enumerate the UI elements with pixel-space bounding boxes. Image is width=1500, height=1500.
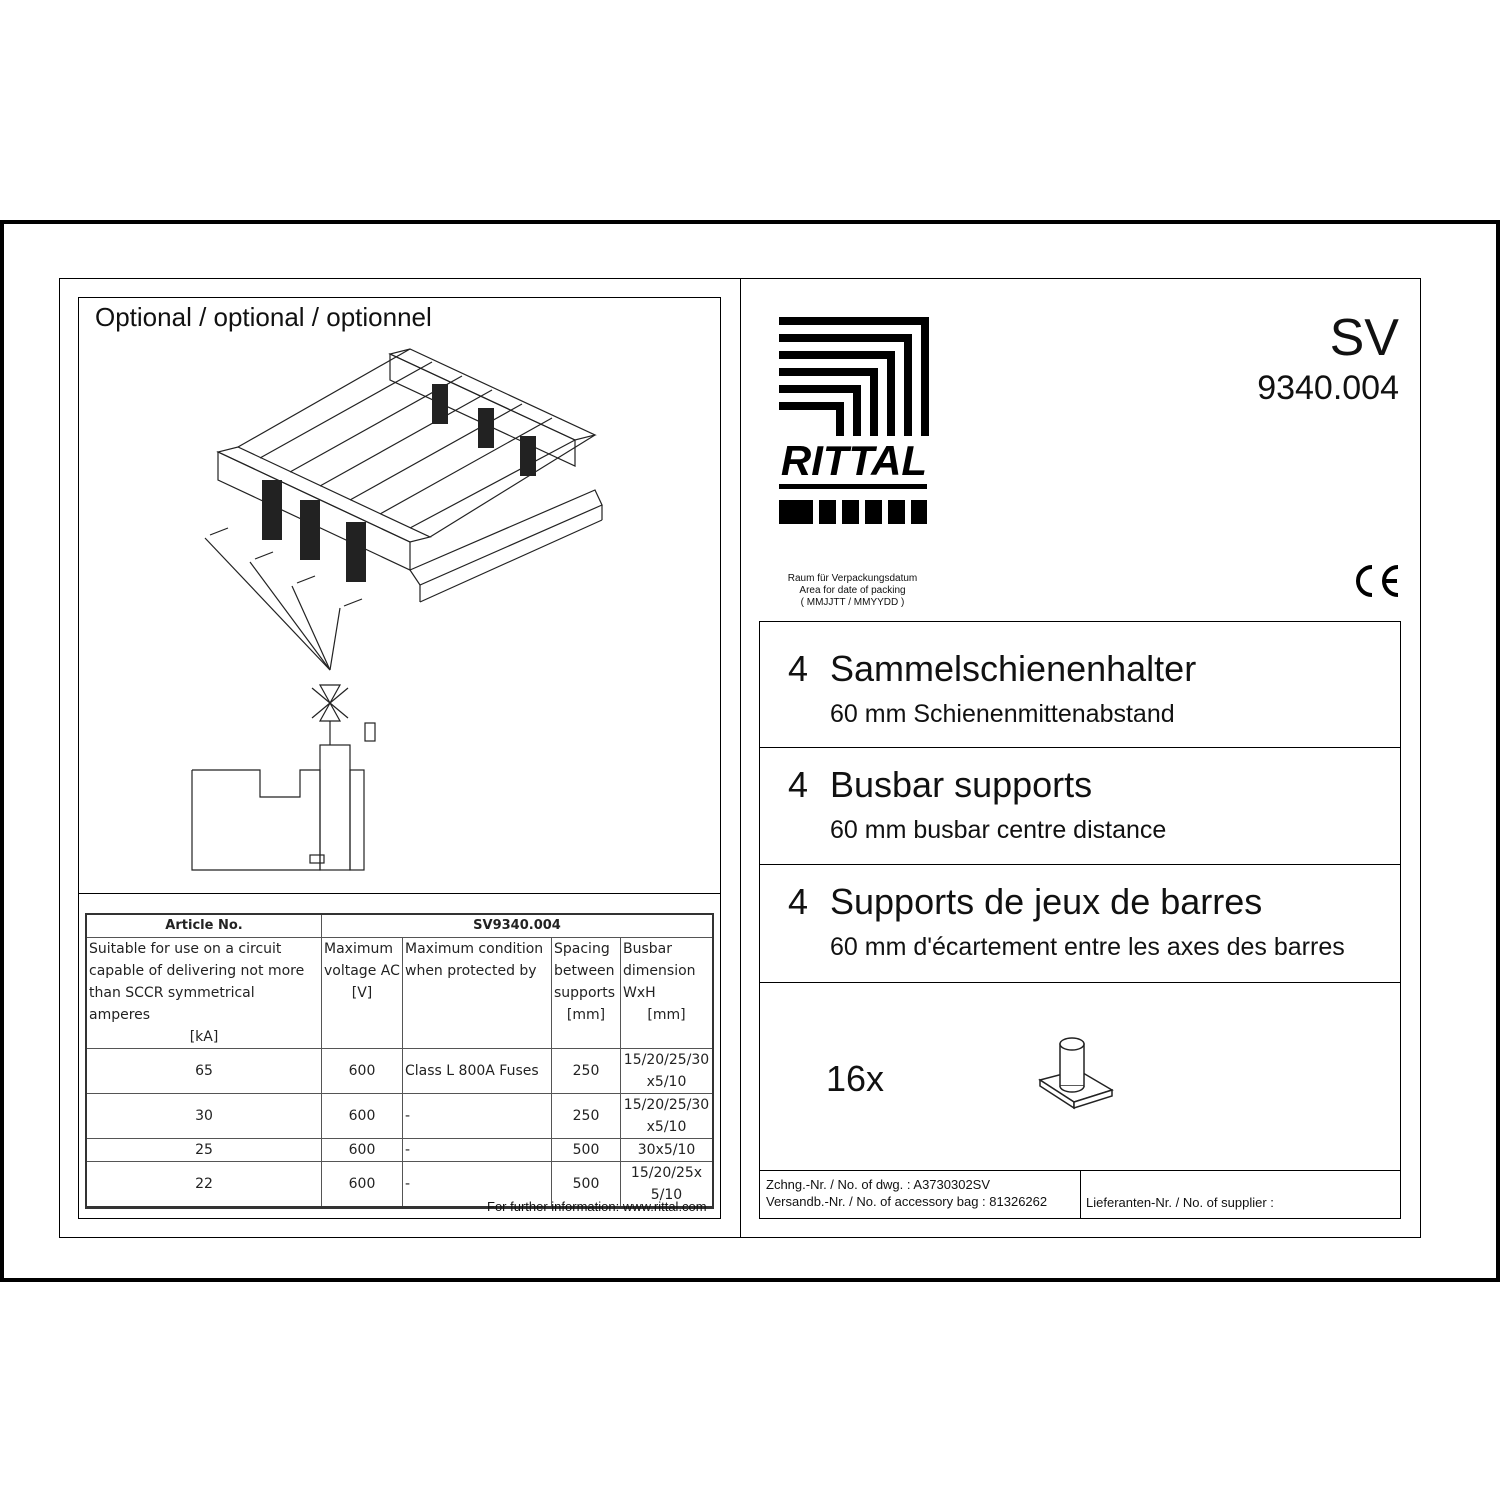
cell-sccr: 22 [86,1162,322,1208]
cell-voltage: 600 [322,1094,403,1139]
t-bolt-icon [1030,1030,1120,1115]
article-value: SV9340.004 [322,914,714,938]
packing-label-en: Area for date of packing [799,585,906,596]
item-detail: 60 mm busbar centre distance [830,816,1167,844]
cell-busbar: 30x5/10 [621,1139,714,1162]
packing-date-area [780,573,925,609]
cell-sccr: 30 [86,1094,322,1139]
cell-busbar: 15/20/25/30 x5/10 [621,1094,714,1139]
cell-spacing: 500 [552,1139,621,1162]
item-name: Sammelschienenhalter [830,648,1197,689]
product-code: SV [1329,309,1399,367]
cell-spacing: 250 [552,1049,621,1094]
supplier-number: Lieferanten-Nr. / No. of supplier : [1086,1195,1274,1210]
header-protection: Maximum condition when protected by [403,938,552,1049]
panel-divider [78,893,721,894]
item-detail: 60 mm Schienenmittenabstand [830,700,1175,728]
column-divider [740,278,741,1238]
table-row [86,1049,713,1094]
item-qty: 4 [788,648,809,689]
further-info: For further information: www.rittal.com [487,1199,707,1214]
item-qty: 4 [788,764,809,805]
cell-protection: - [403,1139,552,1162]
screw-count: 16x [826,1058,885,1099]
cell-busbar: 15/20/25x 5/10 [621,1162,714,1208]
item-name: Busbar supports [830,764,1093,805]
svg-text:RITTAL: RITTAL [780,437,928,484]
accessory-bag-number: Versandb.-Nr. / No. of accessory bag : 81326262 [766,1194,1048,1209]
table-row [86,1139,713,1162]
cell-busbar: 15/20/25/30 x5/10 [621,1049,714,1094]
cell-protection: - [403,1094,552,1139]
header-sccr: Suitable for use on a circuit capable of delivering not more than SCCR symmetrical amperes [kA] [86,938,322,1049]
item-name: Supports de jeux de barres [830,881,1263,922]
cell-spacing: 250 [552,1094,621,1139]
header-voltage: Maximum voltage AC [V] [322,938,403,1049]
cell-protection: - [403,1162,552,1208]
cell-voltage: 600 [322,1162,403,1208]
svg-text:CE: CE [1352,561,1354,562]
article-label: Article No. [86,914,322,938]
cell-spacing: 500 [552,1162,621,1208]
item-detail: 60 mm d'écartement entre les axes des barres [830,933,1345,961]
drawing-info [766,1176,1047,1210]
optional-title: Optional / optional / optionnel [95,302,432,332]
footer-divider [1080,1170,1081,1219]
contents-divider [759,864,1401,865]
cell-protection: Class L 800A Fuses [403,1049,552,1094]
packing-format: ( MMJJTT / MMYYDD ) [800,597,905,608]
assembly-drawing [170,340,640,880]
contents-divider [759,982,1401,983]
item-qty: 4 [788,881,809,922]
cell-sccr: 25 [86,1139,322,1162]
cell-sccr: 65 [86,1049,322,1094]
rittal-logo [779,316,929,526]
ce-mark-icon [1352,561,1402,601]
table-row [86,1094,713,1139]
header-spacing: Spacing between supports [mm] [552,938,621,1049]
specification-table [85,913,714,1209]
drawing-number: Zchng.-Nr. / No. of dwg. : A3730302SV [766,1177,991,1192]
header-busbar: Busbar dimension WxH [mm] [621,938,714,1049]
article-number: 9340.004 [1257,369,1399,407]
packing-label-de: Raum für Verpackungsdatum [787,573,918,584]
contents-divider [759,747,1401,748]
cell-voltage: 600 [322,1049,403,1094]
cell-voltage: 600 [322,1139,403,1162]
